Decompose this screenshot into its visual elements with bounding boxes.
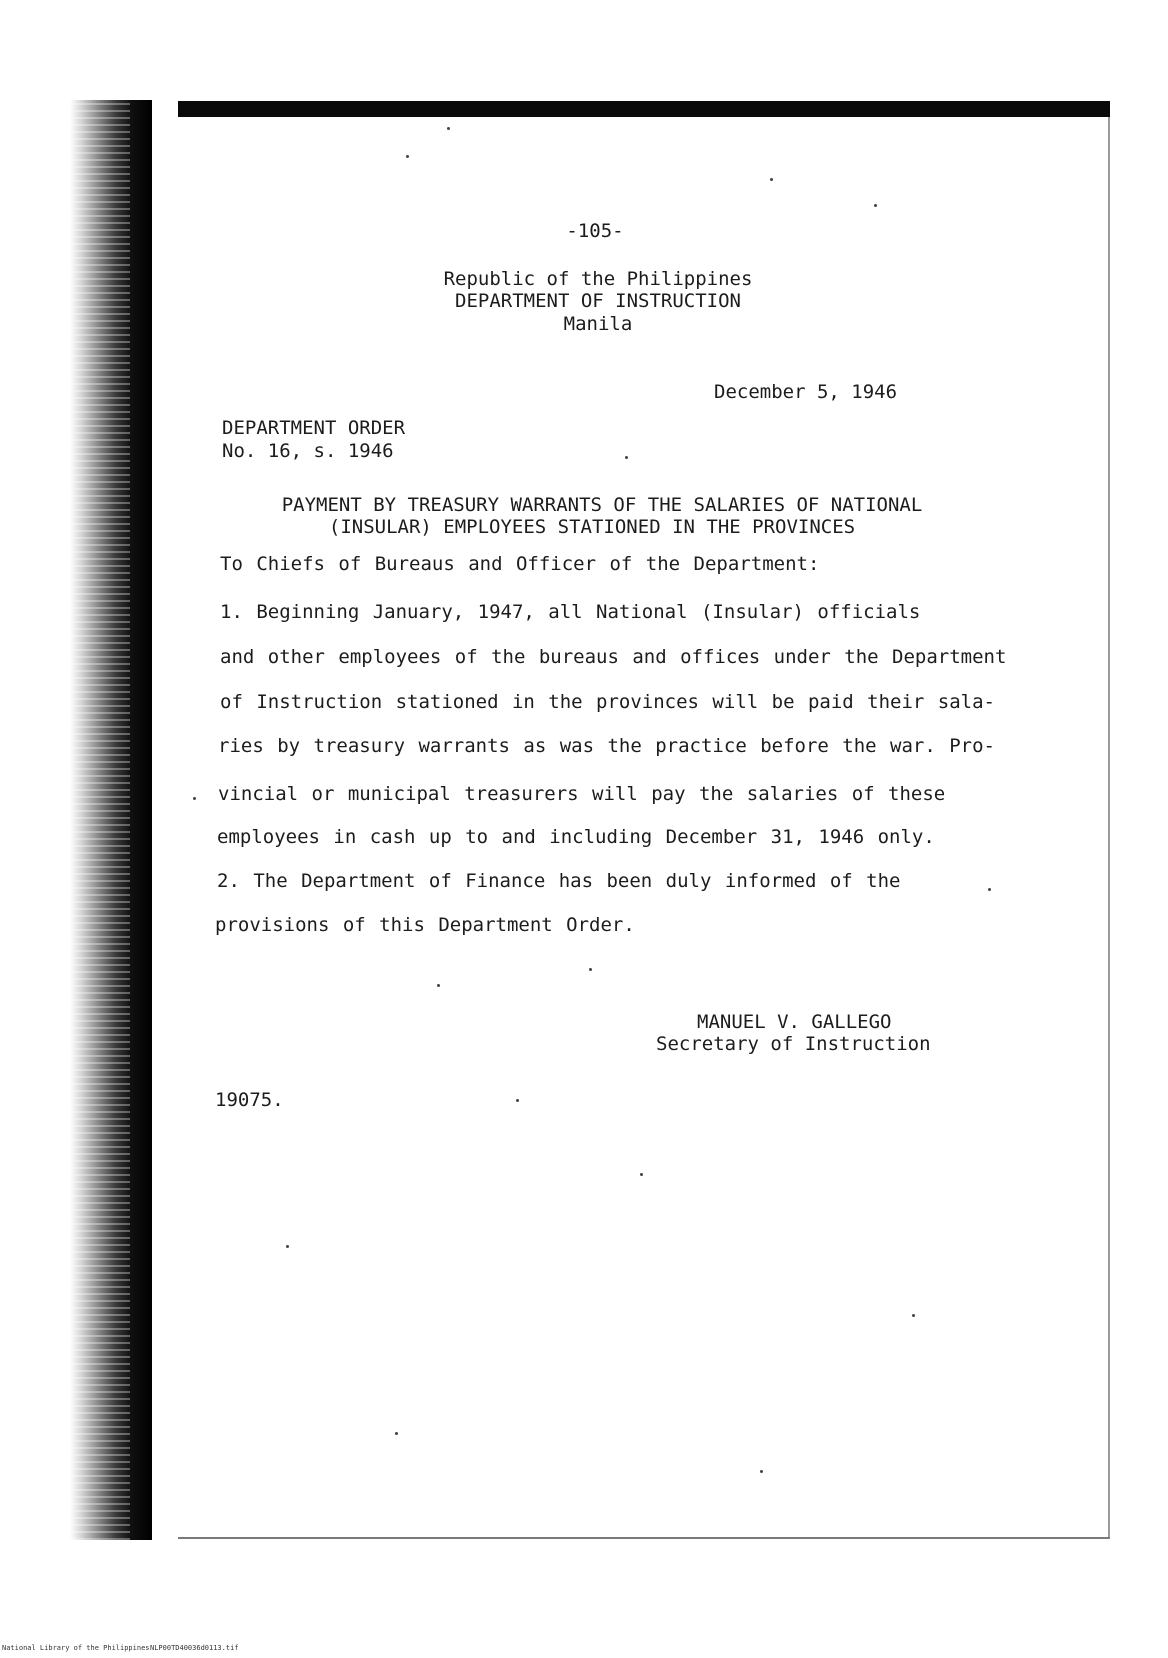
bottom-page-edge [178, 1537, 1110, 1539]
scan-speck [874, 204, 877, 207]
scan-speck [760, 1470, 763, 1473]
binding-speckle [70, 100, 130, 1540]
body-line: 2. The Department of Finance has been duly informed of the [217, 870, 901, 892]
scan-speck [770, 178, 773, 181]
salutation: To Chiefs of Bureaus and Officer of the Department: [220, 553, 820, 575]
subject-line-1: PAYMENT BY TREASURY WARRANTS OF THE SALARIES OF NATIONAL [281, 494, 923, 516]
body-line: of Instruction stationed in the provinces will be paid their sala- [220, 691, 995, 713]
body-line: provisions of this Department Order. [215, 914, 635, 936]
header-department: DEPARTMENT OF INSTRUCTION [455, 290, 741, 312]
document-date: December 5, 1946 [714, 381, 898, 403]
footer-filename: NLP00TD40036d0113.tif [150, 1644, 239, 1652]
scan-speck [193, 797, 196, 800]
reference-number: 19075. [215, 1089, 284, 1111]
order-number: No. 16, s. 1946 [222, 440, 394, 462]
scan-speck [406, 155, 409, 158]
top-scan-edge [178, 101, 1110, 117]
scan-speck [912, 1314, 915, 1317]
body-line: 1. Beginning January, 1947, all National (Insular) officials [220, 601, 921, 623]
scan-speck [447, 127, 450, 130]
right-page-edge [1108, 117, 1110, 1537]
scan-speck [437, 984, 440, 987]
signatory-title: Secretary of Instruction [656, 1033, 931, 1055]
footer-library: National Library of the Philippines [2, 1644, 150, 1652]
scan-speck [640, 1173, 643, 1176]
signatory-name: MANUEL V. GALLEGO [697, 1011, 892, 1033]
body-line: and other employees of the bureaus and offices under the Department [220, 646, 1007, 668]
scan-speck [625, 456, 628, 459]
header-city: Manila [563, 313, 633, 335]
scan-speck [589, 968, 592, 971]
scan-speck [286, 1245, 289, 1248]
body-line: employees in cash up to and including December 31, 1946 only. [217, 826, 935, 848]
scan-speck [395, 1432, 398, 1435]
order-title: DEPARTMENT ORDER [222, 417, 406, 439]
body-line: ries by treasury warrants as was the practice before the war. Pro- [218, 735, 995, 757]
scan-speck [516, 1099, 519, 1102]
page-number: -105- [566, 220, 624, 242]
body-line: vincial or municipal treasurers will pay the salaries of these [218, 783, 946, 805]
subject-line-2: (INSULAR) EMPLOYEES STATIONED IN THE PROVINCES [328, 516, 856, 538]
header-republic: Republic of the Philippines [443, 268, 753, 290]
scan-speck [988, 888, 991, 891]
